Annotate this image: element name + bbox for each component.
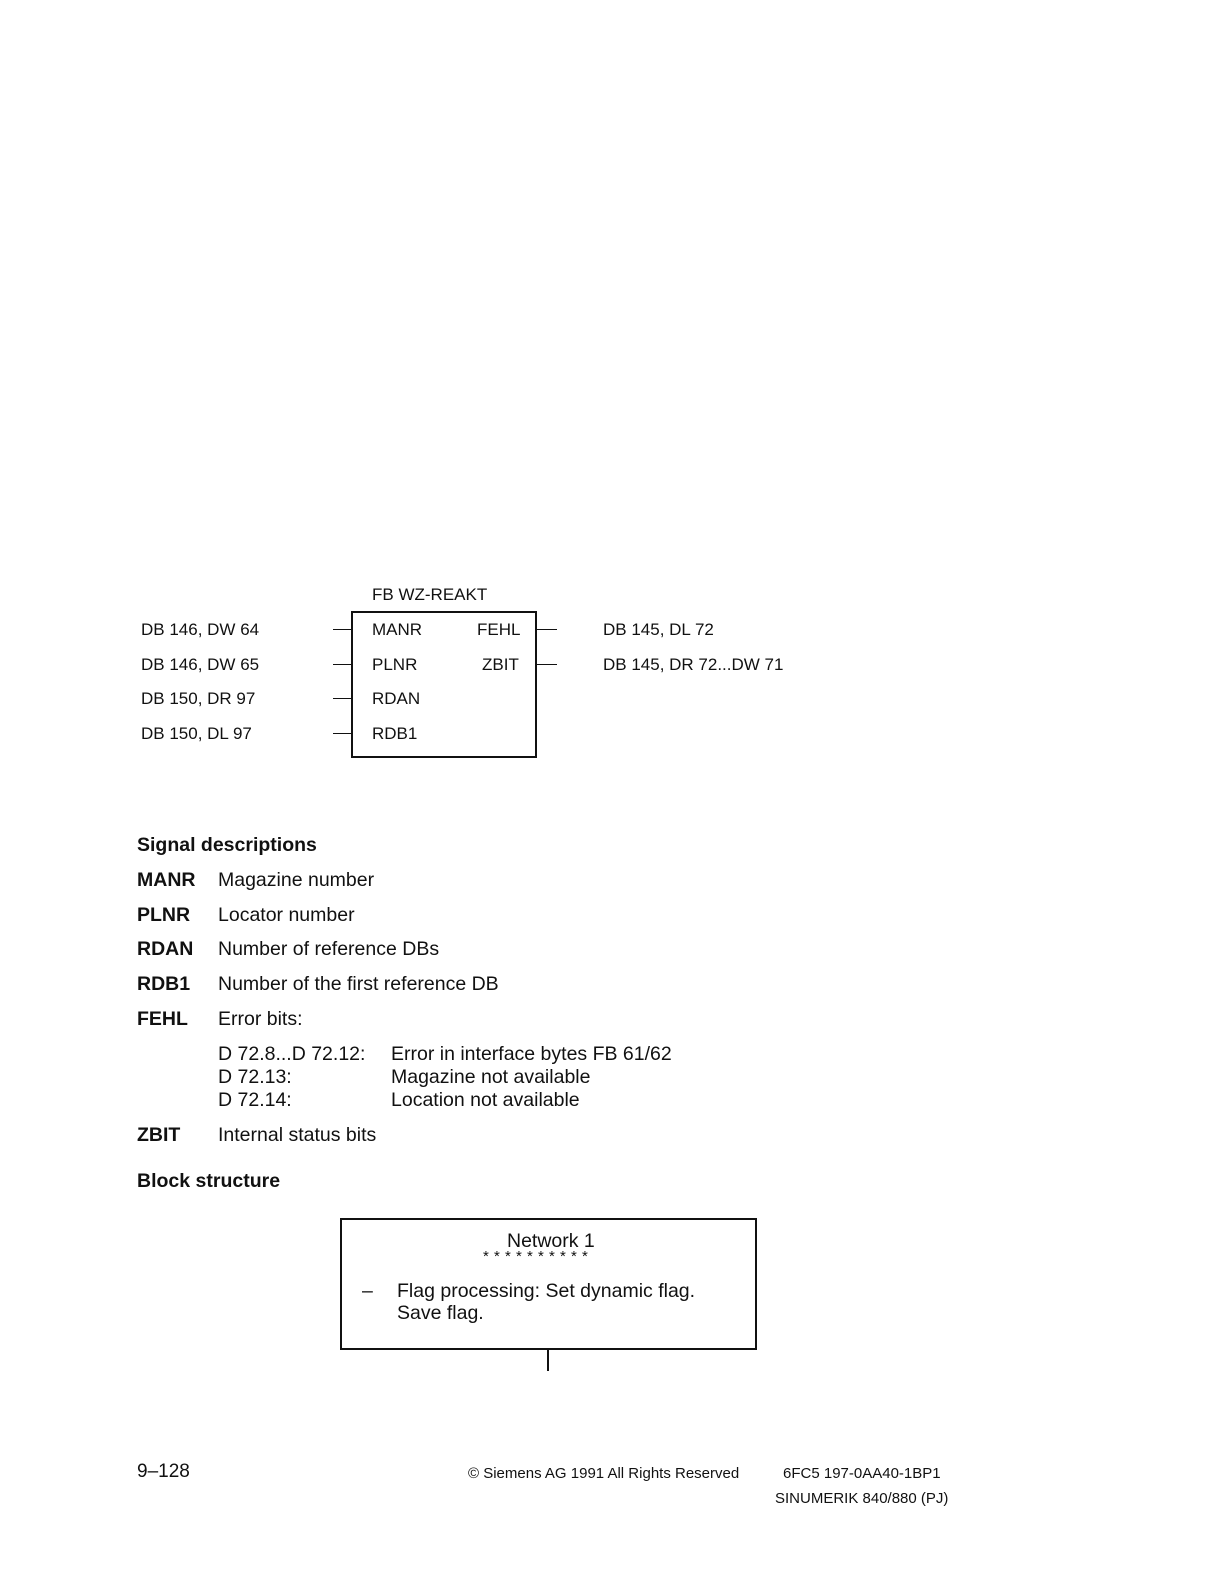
fb-input-pin: MANR <box>372 620 423 639</box>
fb-input-pin: RDB1 <box>372 724 418 743</box>
signal-desc: Locator number <box>218 904 355 926</box>
fb-input-pin: PLNR <box>372 655 418 674</box>
bullet-dash: – <box>362 1280 373 1302</box>
fb-output-pin: FEHL <box>477 620 521 639</box>
product-name: SINUMERIK 840/880 (PJ) <box>775 1490 949 1507</box>
fb-input-source: DB 150, DR 97 <box>141 689 256 708</box>
page-number: 9–128 <box>137 1461 190 1482</box>
error-bit-range: D 72.8...D 72.12: <box>218 1043 366 1065</box>
fb-output-target: DB 145, DL 72 <box>603 620 714 639</box>
error-bit-meaning: Magazine not available <box>391 1066 591 1088</box>
error-bit-meaning: Location not available <box>391 1089 580 1111</box>
block-structure-heading: Block structure <box>137 1170 281 1192</box>
error-bit-range: D 72.13: <box>218 1066 292 1088</box>
signal-key: RDAN <box>137 938 194 960</box>
signal-key: MANR <box>137 869 196 891</box>
signal-key: FEHL <box>137 1008 188 1030</box>
fb-input-source: DB 146, DW 65 <box>141 655 260 674</box>
signal-desc: Internal status bits <box>218 1124 377 1146</box>
signal-desc: Number of the first reference DB <box>218 973 499 995</box>
signal-key: ZBIT <box>137 1124 181 1146</box>
fb-input-pin: RDAN <box>372 689 421 708</box>
fb-input-source: DB 146, DW 64 <box>141 620 260 639</box>
fb-input-wire <box>333 664 351 665</box>
signal-desc: Error bits: <box>218 1008 303 1030</box>
signal-descriptions-heading: Signal descriptions <box>137 834 317 856</box>
error-bit-meaning: Error in interface bytes FB 61/62 <box>391 1043 672 1065</box>
network-stars: * * * * * * * * * * <box>483 1248 589 1265</box>
error-bit-range: D 72.14: <box>218 1089 292 1111</box>
network-text-line2: Save flag. <box>397 1302 484 1324</box>
network-connector-line <box>547 1349 549 1371</box>
signal-key: RDB1 <box>137 973 191 995</box>
network-title: Network 1 <box>507 1230 595 1252</box>
fb-input-wire <box>333 733 351 734</box>
network-text-line1: Flag processing: Set dynamic flag. <box>397 1280 696 1302</box>
signal-key: PLNR <box>137 904 191 926</box>
copyright: © Siemens AG 1991 All Rights Reserved <box>468 1465 740 1482</box>
signal-desc: Number of reference DBs <box>218 938 440 960</box>
fb-title: FB WZ-REAKT <box>372 585 488 604</box>
fb-output-wire <box>537 664 557 665</box>
fb-output-wire <box>537 629 557 630</box>
fb-input-wire <box>333 698 351 699</box>
fb-output-target: DB 145, DR 72...DW 71 <box>603 655 784 674</box>
fb-output-pin: ZBIT <box>482 655 519 674</box>
signal-desc: Magazine number <box>218 869 375 891</box>
fb-input-source: DB 150, DL 97 <box>141 724 252 743</box>
order-number: 6FC5 197-0AA40-1BP1 <box>783 1465 941 1482</box>
fb-input-wire <box>333 629 351 630</box>
